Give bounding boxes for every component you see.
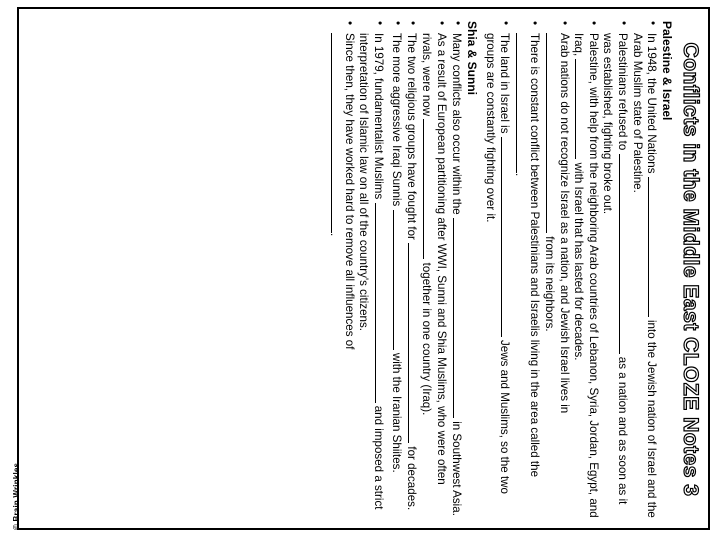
copyright-credit: © Brain Wrinkles	[12, 462, 21, 530]
note-text: Many conflicts also occur within the	[449, 33, 463, 215]
list-item	[571, 21, 600, 518]
fill-blank[interactable]	[408, 243, 419, 443]
note-text: Palestinians refused to	[615, 33, 629, 151]
note-text: with Israel that has lasted for decades.	[571, 162, 585, 361]
fill-blank[interactable]	[375, 203, 386, 403]
list-item	[389, 21, 404, 518]
note-text: The more aggressive Iraqi Sunnis	[389, 33, 403, 207]
list-item	[448, 21, 463, 518]
list-item	[541, 21, 570, 518]
note-text: The land in Israel is	[497, 33, 511, 134]
note-text: with the Iranian Shiites.	[389, 352, 403, 473]
list-item	[404, 21, 419, 518]
list-item	[419, 21, 448, 518]
note-text: together in one country (Iraq).	[420, 262, 434, 416]
note-text: There is constant conflict between Palestinians and Israelis living in the area called the	[528, 33, 542, 478]
note-text: as a nation and as soon as it was established, fighting broke out.	[601, 33, 629, 505]
note-text: in Southwest Asia.	[449, 421, 463, 516]
note-text: Jews and Muslims, so the two groups are constantly fighting over it.	[483, 33, 511, 494]
note-text: into the Jewish nation of Israel and the Arab Muslim state of Palestine.	[630, 33, 658, 518]
slide-frame	[17, 7, 710, 530]
fill-blank[interactable]	[516, 33, 527, 173]
fill-blank[interactable]	[648, 177, 659, 317]
list-item	[630, 21, 659, 518]
note-text: from its neighbors.	[542, 236, 556, 332]
section-heading-palestine-israel: Palestine & Israel	[660, 21, 674, 121]
note-text: for decades.	[404, 446, 418, 511]
note-text: .	[513, 173, 527, 177]
list-item	[483, 21, 512, 518]
fill-blank[interactable]	[546, 33, 557, 233]
fill-blank[interactable]	[331, 33, 342, 233]
note-text: The two religious groups have fought for	[404, 33, 418, 240]
note-text: and imposed a strict interpretation of Islamic law on all of the country's citizens.	[357, 33, 385, 510]
fill-blank[interactable]	[619, 154, 630, 354]
note-text: As a result of European partitioning after WWI, Sunni and Shia Muslims, who were often rivals, were now	[420, 33, 449, 485]
list-item	[512, 21, 541, 518]
section-heading-shia-sunni: Shia & Sunni	[464, 21, 479, 96]
note-text: In 1948, the United Nations	[645, 33, 658, 174]
note-text: .	[327, 233, 341, 237]
note-text: Since then, they have worked hard to remove all influences of	[343, 33, 357, 350]
note-text: In 1979, fundamentalist Muslims	[371, 33, 385, 200]
fill-blank[interactable]	[423, 119, 434, 259]
page-title: Conflicts in the Middle East CLOZE Notes 3	[679, 42, 702, 497]
list-item	[600, 21, 629, 518]
fill-blank[interactable]	[453, 218, 464, 418]
shia-sunni-list	[327, 21, 464, 518]
palestine-israel-list	[483, 21, 659, 518]
fill-blank[interactable]	[393, 210, 404, 350]
note-text: Arab nations do not recognize Israel as a nation, and Jewish Israel lives in	[557, 33, 571, 414]
note-text: Palestine, with help from the neighboring Arab countries of Lebanon, Syria, Jordan, Egypt, and Iraq,	[571, 33, 601, 518]
list-item	[327, 21, 356, 518]
list-item	[356, 21, 385, 518]
fill-blank[interactable]	[575, 59, 586, 159]
fill-blank[interactable]	[501, 137, 512, 337]
slide-content	[19, 9, 708, 528]
